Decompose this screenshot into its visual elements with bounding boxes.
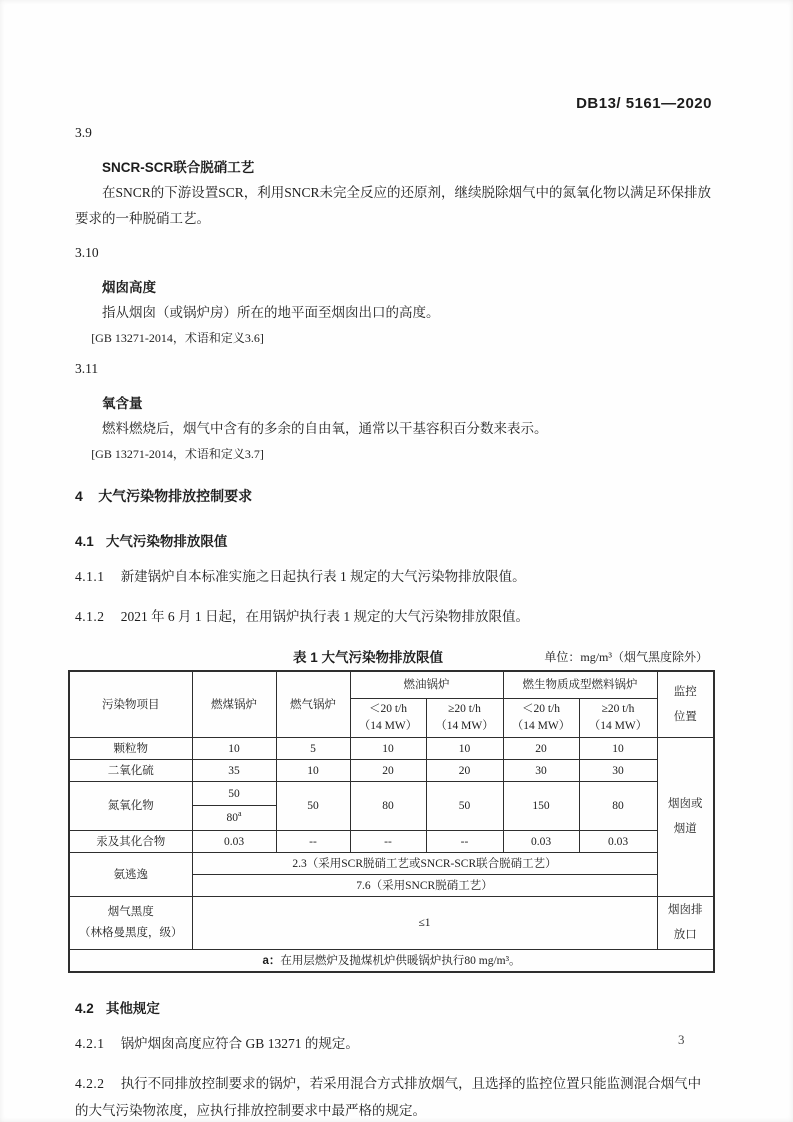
chapter-4-heading — [75, 486, 712, 506]
table-row-pm — [69, 738, 714, 760]
value-cell: 80 — [350, 782, 426, 831]
table-caption-row — [75, 646, 712, 666]
value-cell: 10 — [192, 738, 276, 760]
term-title-sncr-scr: SNCR-SCR联合脱硝工艺 — [102, 160, 255, 175]
chapter-4-title: 大气污染物排放控制要求 — [98, 488, 253, 504]
value-cell: 10 — [276, 760, 350, 782]
value-cell-nox-coal-normal: 50 — [192, 782, 276, 806]
clause-4-1-2-text: 2021 年 6 月 1 日起，在用锅炉执行表 1 规定的大气污染物排放限值。 — [120, 609, 530, 624]
section-number-3-10: 3.10 — [75, 245, 99, 260]
clause-4-1-1-number: 4.1.1 — [75, 569, 105, 584]
standard-number-header: DB13/ 5161—2020 — [576, 95, 712, 112]
col-header-bio-lt20: ＜20 t/h （14 MW） — [503, 699, 579, 738]
clause-4-2-1-text: 锅炉烟囱高度应符合 GB 13271 的规定。 — [120, 1036, 359, 1051]
term-source-ref-3-7: [GB 13271-2014，术语和定义3.7] — [91, 447, 264, 461]
value-cell: -- — [426, 831, 503, 853]
value-cell: 10 — [350, 738, 426, 760]
value-cell: 50 — [276, 782, 350, 831]
row-label-ammonia: 氨逃逸 — [69, 853, 192, 897]
table-row-mercury — [69, 831, 714, 853]
row-label-blackness: 烟气黑度 （林格曼黑度，级） — [69, 897, 192, 950]
col-header-gas-boiler: 燃气锅炉 — [276, 671, 350, 738]
clause-4-2-2-text: 执行不同排放控制要求的锅炉，若采用混合方式排放烟气，且选择的监控位置只能监测混合烟气中的大气污染物浓度，应执行排放控制要求中最严格的规定。 — [75, 1076, 702, 1118]
term-definition-oxygen-content: 燃料燃烧后，烟气中含有的多余的自由氧，通常以干基容积百分数来表示。 — [102, 421, 548, 436]
value-cell: 30 — [579, 760, 657, 782]
col-header-coal-boiler: 燃煤锅炉 — [192, 671, 276, 738]
section-number-3-11: 3.11 — [75, 361, 99, 376]
value-cell-ammonia-scr: 2.3（采用SCR脱硝工艺或SNCR-SCR联合脱硝工艺） — [192, 853, 657, 875]
value-cell: 0.03 — [503, 831, 579, 853]
footnote-text: 在用层燃炉及抛煤机炉供暖锅炉执行80 mg/m³。 — [280, 954, 521, 967]
value-cell-ammonia-sncr: 7.6（采用SNCR脱硝工艺） — [192, 875, 657, 897]
value-cell: 5 — [276, 738, 350, 760]
monitor-cell-stack-or-flue: 烟囱或 烟道 — [657, 738, 714, 897]
value-cell: 35 — [192, 760, 276, 782]
term-source-ref-3-6: [GB 13271-2014，术语和定义3.6] — [91, 331, 264, 345]
col-group-biomass-boiler: 燃生物质成型燃料锅炉 — [503, 671, 657, 699]
clause-4-2-2-number: 4.2.2 — [75, 1076, 105, 1091]
col-header-pollutant: 污染物项目 — [69, 671, 192, 738]
col-header-monitor-position: 监控 位置 — [657, 671, 714, 738]
value-cell: 50 — [426, 782, 503, 831]
page-content — [75, 90, 712, 1122]
table-row-blackness — [69, 897, 714, 950]
value-cell: 0.03 — [579, 831, 657, 853]
col-header-oil-ge20: ≥20 t/h （14 MW） — [426, 699, 503, 738]
value-cell: 20 — [350, 760, 426, 782]
term-definition-sncr-scr: 在SNCR的下游设置SCR，利用SNCR未完全反应的还原剂，继续脱除烟气中的氮氧化物以满足环保排放要求的一种脱硝工艺。 — [75, 185, 712, 226]
term-title-oxygen-content: 氧含量 — [102, 396, 143, 411]
col-header-bio-ge20: ≥20 t/h （14 MW） — [579, 699, 657, 738]
page-number: 3 — [678, 1032, 685, 1047]
value-cell: 0.03 — [192, 831, 276, 853]
table-footnote-row — [69, 950, 714, 973]
term-title-stack-height: 烟囱高度 — [102, 280, 156, 295]
footnote-label-a: a： — [262, 954, 281, 967]
section-4-2-title: 其他规定 — [105, 1001, 160, 1016]
section-4-2-heading — [75, 997, 712, 1017]
table-footnote — [69, 950, 714, 973]
section-4-1-heading — [75, 530, 712, 550]
section-4-1-title: 大气污染物排放限值 — [105, 534, 228, 549]
col-header-oil-lt20: ＜20 t/h （14 MW） — [350, 699, 426, 738]
value-cell: 20 — [426, 760, 503, 782]
table-1-emission-limits — [68, 670, 715, 973]
row-label-nox: 氮氧化物 — [69, 782, 192, 831]
monitor-cell-stack-outlet: 烟囱排 放口 — [657, 897, 714, 950]
col-group-oil-boiler: 燃油锅炉 — [350, 671, 503, 699]
clause-4-1-2-number: 4.1.2 — [75, 609, 105, 624]
clause-4-2-1-number: 4.2.1 — [75, 1036, 105, 1051]
section-4-2-number: 4.2 — [75, 1001, 94, 1016]
clause-4-2-2 — [75, 1070, 712, 1122]
value-cell: 10 — [579, 738, 657, 760]
table-1-caption: 表 1 大气污染物排放限值 — [293, 650, 444, 665]
term-definition-stack-height: 指从烟囱（或锅炉房）所在的地平面至烟囱出口的高度。 — [102, 305, 440, 320]
row-label-pm: 颗粒物 — [69, 738, 192, 760]
clause-4-1-1-text: 新建锅炉自本标准实施之日起执行表 1 规定的大气污染物排放限值。 — [120, 569, 526, 584]
value-cell: 10 — [426, 738, 503, 760]
table-row-so2 — [69, 760, 714, 782]
value-cell: 80 — [579, 782, 657, 831]
section-4-1-number: 4.1 — [75, 534, 94, 549]
value-cell-nox-coal-footnoted: 80$^a$ — [192, 806, 276, 831]
clause-4-1-1 — [75, 563, 712, 590]
table-row-ammonia-scr — [69, 853, 714, 875]
value-cell: -- — [350, 831, 426, 853]
row-label-mercury: 汞及其化合物 — [69, 831, 192, 853]
clause-4-1-2 — [75, 603, 712, 630]
table-row-nox — [69, 782, 714, 806]
row-label-so2: 二氧化硫 — [69, 760, 192, 782]
table-1-unit-note: 单位：mg/m³（烟气黑度除外） — [544, 650, 708, 664]
value-cell: -- — [276, 831, 350, 853]
value-cell-blackness: ≤1 — [192, 897, 657, 950]
section-number-3-9: 3.9 — [75, 125, 92, 140]
footnote-marker-a: a — [237, 809, 242, 819]
value-cell: 150 — [503, 782, 579, 831]
value-cell: 20 — [503, 738, 579, 760]
value-cell: 30 — [503, 760, 579, 782]
chapter-4-number: 4 — [75, 488, 83, 504]
clause-4-2-1 — [75, 1030, 712, 1057]
